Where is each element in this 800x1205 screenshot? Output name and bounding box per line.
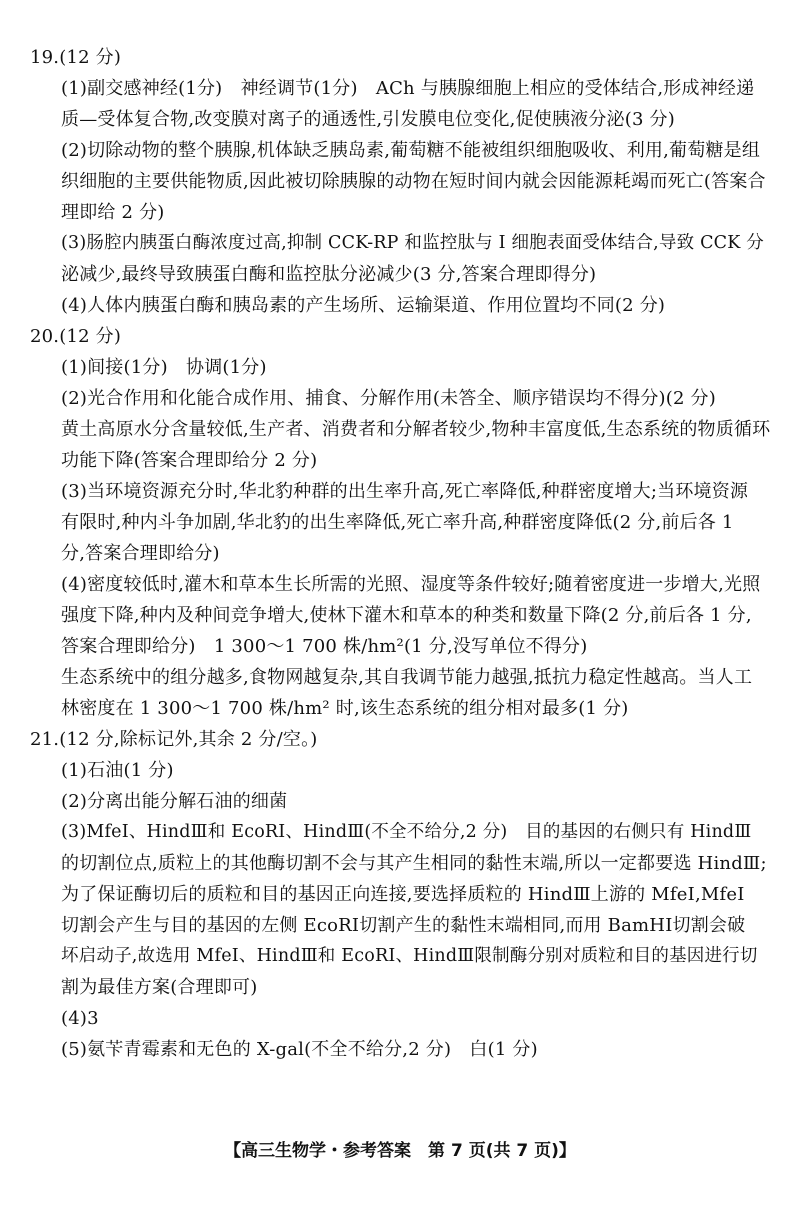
q20-line: 分,答案合理即给分) (61, 543, 220, 564)
q20-line: 黄土高原水分含量较低,生产者、消费者和分解者较少,物种丰富度低,生态系统的物质循环 (61, 419, 771, 440)
q21-heading: 21.(12 分,除标记外,其余 2 分/空。) (30, 729, 318, 750)
q20-line: 林密度在 1 300～1 700 株/hm² 时,该生态系统的组分相对最多(1 分) (61, 698, 629, 719)
q19-line: 织细胞的主要供能物质,因此被切除胰腺的动物在短时间内就会因能源耗竭而死亡(答案合 (61, 171, 766, 192)
q21-line: (1)石油(1 分) (61, 760, 174, 781)
q19-line: 质—受体复合物,改变膜对离子的通透性,引发膜电位变化,促使胰液分泌(3 分) (61, 109, 675, 130)
page-footer: 【高三生物学・参考答案 第 7 页(共 7 页)】 (224, 1141, 576, 1161)
q21-line: 的切割位点,质粒上的其他酶切割不会与其产生相同的黏性末端,所以一定都要选 HindⅢ; (61, 853, 767, 874)
q20-heading: 20.(12 分) (30, 326, 122, 347)
q21-line: (3)MfeⅠ、HindⅢ和 EcoRⅠ、HindⅢ(不全不给分,2 分) 目的基因的右侧只有 HindⅢ (61, 822, 752, 842)
q21-line: 割为最佳方案(合理即可) (61, 977, 258, 998)
q21-line: 切割会产生与目的基因的左侧 EcoRⅠ切割产生的黏性末端相同,而用 BamHⅠ切割会破 (61, 915, 746, 936)
q21-line: (4)3 (61, 1008, 99, 1029)
q19-line: (1)副交感神经(1分) 神经调节(1分) ACh 与胰腺细胞上相应的受体结合,形成神经递 (61, 78, 755, 99)
q20-line: 答案合理即给分) 1 300～1 700 株/hm²(1 分,没写单位不得分) (61, 636, 588, 657)
q20-line: 强度下降,种内及种间竞争增大,使林下灌木和草本的种类和数量下降(2 分,前后各 1 分, (61, 605, 752, 626)
q20-line: 功能下降(答案合理即给分 2 分) (61, 450, 318, 471)
q20-line: 有限时,种内斗争加剧,华北豹的出生率降低,死亡率升高,种群密度降低(2 分,前后各 1 (61, 512, 734, 533)
q21-line: 为了保证酶切后的质粒和目的基因正向连接,要选择质粒的 HindⅢ上游的 MfeⅠ,MfeⅠ (61, 884, 745, 905)
q19-line: 理即给 2 分) (61, 202, 165, 223)
q19-line: (4)人体内胰蛋白酶和胰岛素的产生场所、运输渠道、作用位置均不同(2 分) (61, 295, 666, 316)
q19-line: 泌减少,最终导致胰蛋白酶和监控肽分泌减少(3 分,答案合理即得分) (61, 264, 597, 285)
q19-line: (2)切除动物的整个胰腺,机体缺乏胰岛素,葡萄糖不能被组织细胞吸收、利用,葡萄糖是组 (61, 140, 761, 161)
q20-line: (1)间接(1分) 协调(1分) (61, 357, 267, 378)
q20-line: (3)当环境资源充分时,华北豹种群的出生率升高,死亡率降低,种群密度增大;当环境资源 (61, 481, 749, 502)
q21-line: (2)分离出能分解石油的细菌 (61, 791, 288, 812)
q21-line: 坏启动子,故选用 MfeⅠ、HindⅢ和 EcoRⅠ、HindⅢ限制酶分别对质粒和目的基因进行切 (61, 946, 758, 966)
q20-line: (2)光合作用和化能合成作用、捕食、分解作用(未答全、顺序错误均不得分)(2 分) (61, 388, 716, 409)
q20-line: (4)密度较低时,灌木和草本生长所需的光照、湿度等条件较好;随着密度进一步增大,光照 (61, 574, 761, 595)
q19-heading: 19.(12 分) (30, 47, 122, 68)
q20-line: 生态系统中的组分越多,食物网越复杂,其自我调节能力越强,抵抗力稳定性越高。当人工 (61, 667, 753, 688)
answer-content (30, 42, 770, 1065)
q21-line: (5)氨苄青霉素和无色的 X-gal(不全不给分,2 分) 白(1 分) (61, 1039, 538, 1060)
q19-line: (3)肠腔内胰蛋白酶浓度过高,抑制 CCK-RP 和监控肽与 I 细胞表面受体结合,导致 CCK 分 (61, 233, 764, 253)
